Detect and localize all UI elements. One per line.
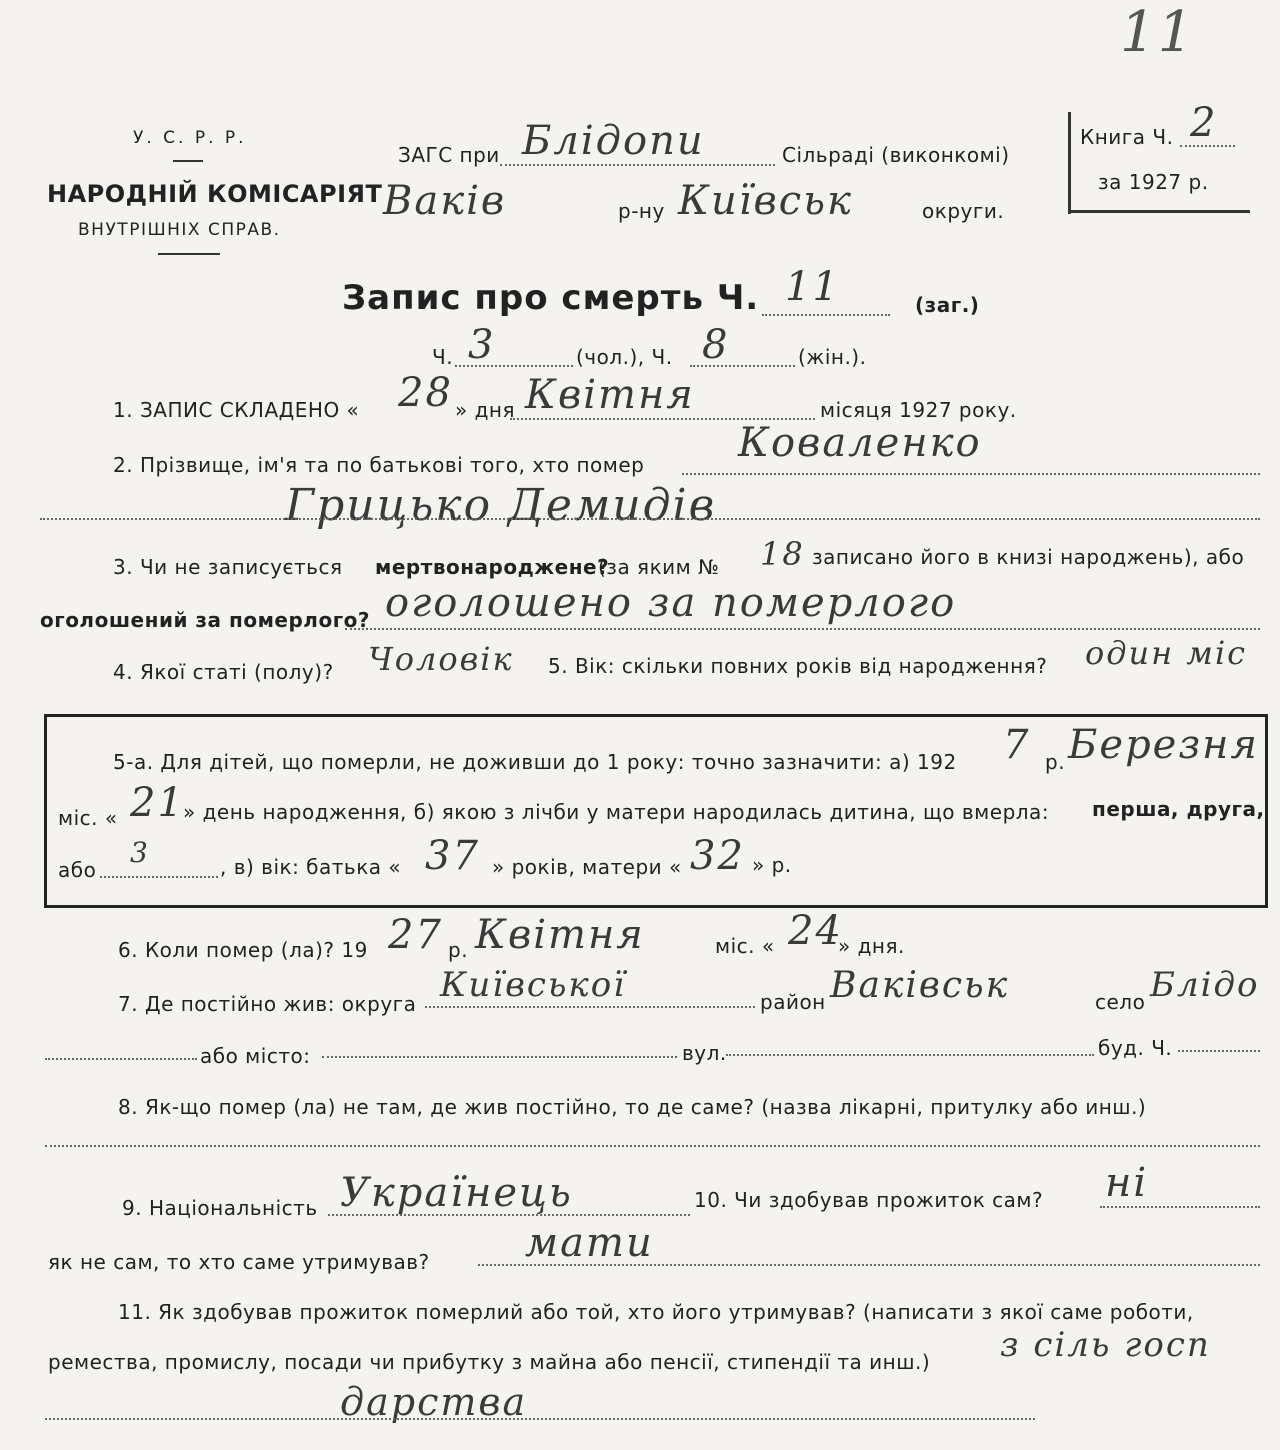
f9-value: Українець bbox=[340, 1170, 573, 1216]
f3-label-e: оголошений за померлого? bbox=[40, 608, 370, 632]
f5-value: один міс bbox=[1085, 634, 1248, 672]
f5a-father-age: 37 bbox=[425, 833, 480, 879]
f7-village: Блідо bbox=[1150, 965, 1260, 1005]
okrug-value: Київськ bbox=[678, 178, 853, 224]
f5a-label-i: » р. bbox=[752, 853, 792, 877]
divider bbox=[173, 160, 203, 162]
dotted-line bbox=[40, 518, 1260, 520]
f7-label-e: вул. bbox=[682, 1041, 727, 1065]
dotted-line bbox=[682, 473, 1260, 475]
f8-label: 8. Як-що помер (ла) не там, де жив постійно, то де саме? (назва лікарні, притулку або инш.) bbox=[118, 1095, 1147, 1119]
f4-value: Чоловік bbox=[368, 640, 514, 678]
f3-label-a: 3. Чи не записується bbox=[113, 555, 343, 579]
f7-okrug: Київської bbox=[440, 965, 627, 1005]
f5a-label-a: 5-а. Для дітей, що померли, не доживши до 1 року: точно зазначити: а) 192 bbox=[113, 750, 957, 774]
f1-month: Квітня bbox=[525, 372, 695, 418]
dotted-line bbox=[345, 628, 1260, 630]
f1-day-suffix: » дня bbox=[455, 398, 516, 422]
f6-label-a: 6. Коли помер (ла)? 19 bbox=[118, 938, 368, 962]
f11-value-a: з сіль госп bbox=[1000, 1325, 1211, 1365]
f3-label-b: мертвонароджене? bbox=[375, 555, 610, 579]
dotted-line bbox=[455, 365, 573, 367]
f5a-order: 3 bbox=[130, 836, 150, 869]
dotted-line bbox=[322, 1056, 677, 1058]
f6-month: Квітня bbox=[475, 912, 645, 958]
f5a-label-b: р. bbox=[1045, 750, 1066, 774]
f10b-value: мати bbox=[525, 1220, 654, 1266]
f7-label-f: буд. Ч. bbox=[1098, 1036, 1173, 1060]
male-label-prefix: Ч. bbox=[432, 345, 454, 369]
f5a-label-f: або bbox=[58, 858, 97, 882]
dotted-line bbox=[100, 876, 218, 878]
dotted-line bbox=[762, 314, 890, 316]
district-value: Ваків bbox=[383, 178, 507, 224]
corner-mark: 11 bbox=[1120, 0, 1196, 65]
f6-year-digit: 27 bbox=[388, 912, 443, 958]
f1-prefix: 1. ЗАПИС СКЛАДЕНО « bbox=[113, 398, 360, 422]
zags-prefix: ЗАГС при bbox=[398, 143, 500, 167]
dotted-line bbox=[45, 1145, 1260, 1147]
female-label: (жін.). bbox=[798, 345, 867, 369]
dotted-line bbox=[726, 1054, 1094, 1056]
divider bbox=[158, 253, 220, 255]
f5a-label-e: перша, друга, bbox=[1092, 797, 1265, 821]
okrug-label: округи. bbox=[922, 199, 1005, 223]
commissariat-title: НАРОДНІЙ КОМІСАРІЯТ bbox=[47, 180, 383, 208]
internal-affairs-label: ВНУТРІШНІХ СПРАВ. bbox=[78, 220, 281, 240]
book-box-border bbox=[1068, 210, 1250, 213]
zags-suffix: Сільраді (виконкомі) bbox=[782, 143, 1010, 167]
record-number: 11 bbox=[785, 264, 840, 310]
f6-label-b: р. bbox=[448, 938, 469, 962]
f2-label: 2. Прізвище, ім'я та по батькові того, хто помер bbox=[113, 453, 645, 477]
f7-label-b: район bbox=[760, 990, 826, 1014]
f7-district: Ваківськ bbox=[830, 965, 1010, 1006]
f6-label-c: міс. « bbox=[715, 934, 775, 958]
dotted-line bbox=[328, 1214, 690, 1216]
f11-value-b: дарства bbox=[340, 1380, 528, 1424]
f11-label-b: ремества, промислу, посади чи прибутку з майна або пенсії, стипендії та инш.) bbox=[48, 1350, 931, 1374]
f5a-label-g: , в) вік: батька « bbox=[220, 855, 402, 879]
dotted-line bbox=[45, 1058, 197, 1060]
f7-label-c: село bbox=[1095, 990, 1146, 1014]
f2-name: Грицько Демидів bbox=[285, 480, 717, 531]
book-number: 2 bbox=[1190, 100, 1218, 146]
f5a-day: 21 bbox=[130, 780, 185, 826]
f11-label-a: 11. Як здобував прожиток померлий або той, хто його утримував? (написати з якої саме роботи, bbox=[118, 1300, 1194, 1324]
f5-label: 5. Вік: скільки повних років від народження? bbox=[548, 654, 1048, 678]
f5a-label-h: » років, матери « bbox=[492, 855, 682, 879]
dotted-line bbox=[425, 1006, 755, 1008]
f4-label: 4. Якої статі (полу)? bbox=[113, 660, 334, 684]
book-year: за 1927 р. bbox=[1098, 170, 1209, 194]
page-title: Запис про смерть Ч. bbox=[342, 278, 760, 318]
f6-label-d: » дня. bbox=[838, 934, 905, 958]
district-label: р-ну bbox=[618, 199, 665, 223]
dotted-line bbox=[1180, 145, 1235, 147]
male-number: 3 bbox=[468, 322, 496, 368]
f6-day: 24 bbox=[788, 908, 843, 954]
f3-label-c: (за яким № bbox=[598, 555, 720, 579]
f9-label: 9. Національність bbox=[122, 1196, 318, 1220]
f10b-label: як не сам, то хто саме утримував? bbox=[48, 1250, 430, 1274]
f3-value: оголошено за померлого bbox=[385, 580, 957, 626]
dotted-line bbox=[1100, 1206, 1260, 1208]
f5a-label-c: міс. « bbox=[58, 806, 118, 830]
dotted-line bbox=[500, 164, 775, 166]
f3-number: 18 bbox=[760, 535, 805, 573]
book-box-border bbox=[1068, 112, 1071, 214]
f5a-label-d: » день народження, б) якою з лічби у матери народилась дитина, що вмерла: bbox=[183, 800, 1050, 824]
dotted-line bbox=[478, 1264, 1260, 1266]
dotted-line bbox=[45, 1418, 1035, 1420]
male-label: (чол.), Ч. bbox=[576, 345, 673, 369]
f10-label: 10. Чи здобував прожиток сам? bbox=[694, 1188, 1044, 1212]
title-suffix: (заг.) bbox=[915, 293, 980, 317]
zags-village-value: Блідопи bbox=[522, 118, 705, 164]
f2-surname: Коваленко bbox=[738, 420, 982, 466]
dotted-line bbox=[690, 365, 795, 367]
dotted-line bbox=[1178, 1050, 1260, 1052]
book-label: Книга Ч. bbox=[1080, 125, 1174, 149]
f10-value: ні bbox=[1105, 1160, 1149, 1206]
f1-suffix: місяця 1927 року. bbox=[820, 398, 1017, 422]
f7-label-a: 7. Де постійно жив: округа bbox=[118, 992, 417, 1016]
female-number: 8 bbox=[702, 322, 730, 368]
f1-day: 28 bbox=[398, 370, 453, 416]
f5a-month: Березня bbox=[1068, 722, 1259, 768]
f3-label-d: записано його в книзі народжень), або bbox=[812, 545, 1245, 569]
ussr-label: У. С. Р. Р. bbox=[133, 128, 247, 148]
f5a-year-digit: 7 bbox=[1003, 722, 1031, 768]
f5a-mother-age: 32 bbox=[690, 833, 745, 879]
f7-label-d: або місто: bbox=[200, 1044, 311, 1068]
